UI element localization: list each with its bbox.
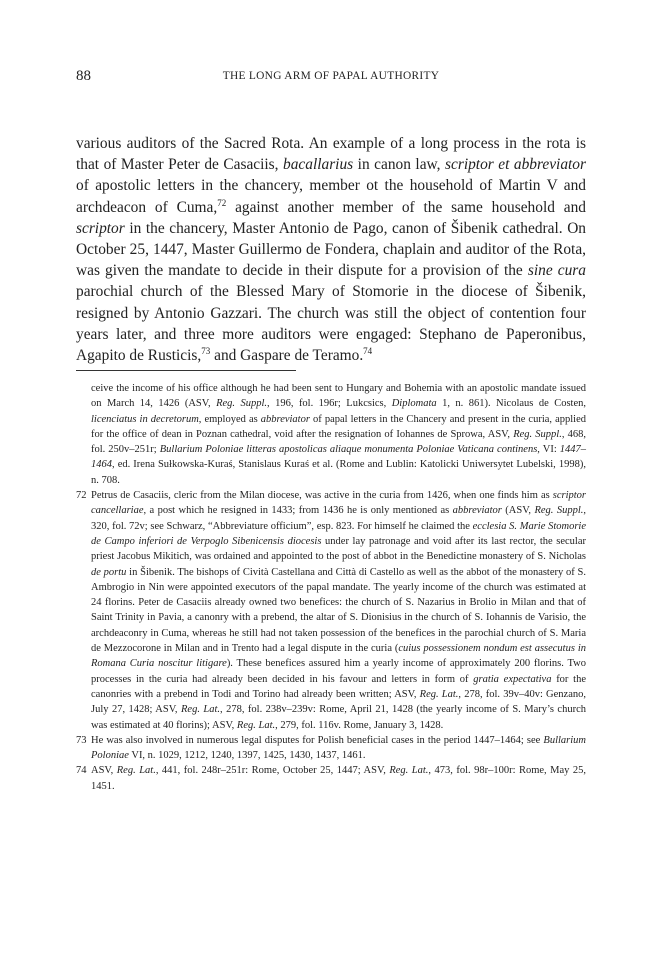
footnote-number: 73 (76, 734, 87, 746)
footnote-74: 74 ASV, Reg. Lat., 441, fol. 248r–251r: Rome, October 25, 1447; ASV, Reg. Lat., 473, fol. 98r–100r: Rome, May 25, 1451. (76, 765, 586, 792)
body-text: parochial church of the Blessed Mary of Stomorie in the diocese of Šibenik, resigned by Antonio Gazzari. The church was still the object of contention four years later, and three more auditors were engaged: Stephano de Paperonibus, Agapito de Rusticis, (76, 283, 586, 365)
footnote-72: 72 Petrus de Casaciis, cleric from the Milan diocese, was active in the curia from 1426, when one finds him as scriptor cancellariae, a post which he resigned in 1433; from 1436 he is only mentioned as abbreviator (ASV, Reg. Suppl., 320, fol. 72v; see Schwarz, “Abbreviature officium”, esp. 823. For himself he claimed the ecclesia S. Marie Stomorie de Campo inferiori de Verpoglo Sibenicensis diocesis under lay patronage and void after its last rector, the secular priest Jacobus Mikitich, was ordained and appointed to the post of abbot in the Benedictine monastery of S. Nicholas de portu in Šibenik. The bishops of Cività Castellana and Città di Castello as well as the abbot of the monastery of S. Ambrogio in Nin were appointed executors of the papal mandate. The yearly income of the church was estimated at 24 florins. Peter de Casaciis already owned two benefices: the church of S. Nazarius in Brolio in Milan and that of Saint Trinity in Pavia, a canonry with a prebend, the altar of S. Dionisius in the church of S. Iohannis de Varisio, the archdeaconry in Cuma, whereas he still had not taken possession of the benefices in the parochial church of S. Maria de Mezzocorone in Milan and in Trento had a legal dispute in the curia (cuius possessionem nondum est assecutus in Romana Curia noscitur litigare). These benefices assured him a yearly income of approximately 200 florins. Two processes in the curia had already been decided in his favour and letters in form of gratia expectativa for the canonries with a prebend in Todi and Torino had already been written; ASV, Reg. Lat., 278, fol. 39v–40v: Genzano, July 27, 1428; ASV, Reg. Lat., 278, fol. 238v–239v: Rome, April 21, 1428 (the yearly income of S. Mary’s church was estimated at 40 florins); ASV, Reg. Lat., 279, fol. 116v. Rome, January 3, 1428. (76, 490, 587, 731)
footnote-ref-73[interactable]: 73 (201, 345, 211, 356)
footnote-ref-74[interactable]: 74 (363, 345, 373, 356)
body-italic: bacallarius (283, 156, 354, 174)
page-header (76, 68, 586, 88)
body-text: of apostolic letters in the chancery, member ot the household of Martin V and archdeacon of Cuma, (76, 177, 586, 216)
footnote-73: 73 He was also involved in numerous legal disputes for Polish beneficial cases in the period 1447–1464; see Bullarium Poloniae VI, n. 1029, 1212, 1240, 1397, 1425, 1430, 1437, 1461. (76, 734, 586, 762)
footnote-number: 72 (76, 490, 87, 502)
body-text: various auditors of the Sacred Rota. An example of a long process in the rota is that of Master Peter de Casaciis, (76, 135, 586, 174)
body-paragraph (76, 133, 586, 366)
body-italic: scriptor (76, 219, 125, 237)
body-italic: scriptor et abbreviator (445, 156, 586, 174)
running-title: THE LONG ARM OF PAPAL AUTHORITY (222, 70, 440, 82)
body-text: against another member of the same household and (226, 198, 586, 216)
page-number: 88 (76, 68, 91, 84)
footnote-ref-72[interactable]: 72 (217, 197, 227, 208)
body-text: and Gaspare de Teramo. (210, 347, 364, 365)
footnote-divider (76, 370, 296, 371)
body-text: in canon law, (353, 156, 446, 174)
body-text: in the chancery, Master Antonio de Pago, canon of Šibenik cathedral. On October 25, 1447, Master Guillermo de Fondera, chaplain and auditor of the Rota, was given the mandate to decide in their dispute for a provision of the (76, 219, 586, 280)
body-italic: sine cura (527, 262, 586, 280)
footnotes (76, 381, 586, 794)
footnote-number: 74 (76, 765, 87, 777)
footnote-continuation: ceive the income of his office although he had been sent to Hungary and Bohemia with an apostolic mandate issued on March 14, 1426 (ASV, Reg. Suppl., 196, fol. 196r; Lukcsics, Diplomata 1, n. 861). Nicolaus de Costen, licenciatus in decretorum, employed as abbreviator of papal letters in the Chancery and present in the curia, applied for the office of dean in Poznan cathedral, void after the resignation of Iohannes de Sprowa, ASV, Reg. Suppl., 468, fol. 250v–251r; Bullarium Poloniae litteras apostolicas aliaque monumenta Poloniae Vaticana continens, VI: 1447–1464, ed. Irena Sułkowska-Kuraś, Stanislaus Kuraś et al. (Rome and Lublin: Katolicki Uniwersytet Lubelski, 1998), n. 708. (91, 383, 587, 486)
